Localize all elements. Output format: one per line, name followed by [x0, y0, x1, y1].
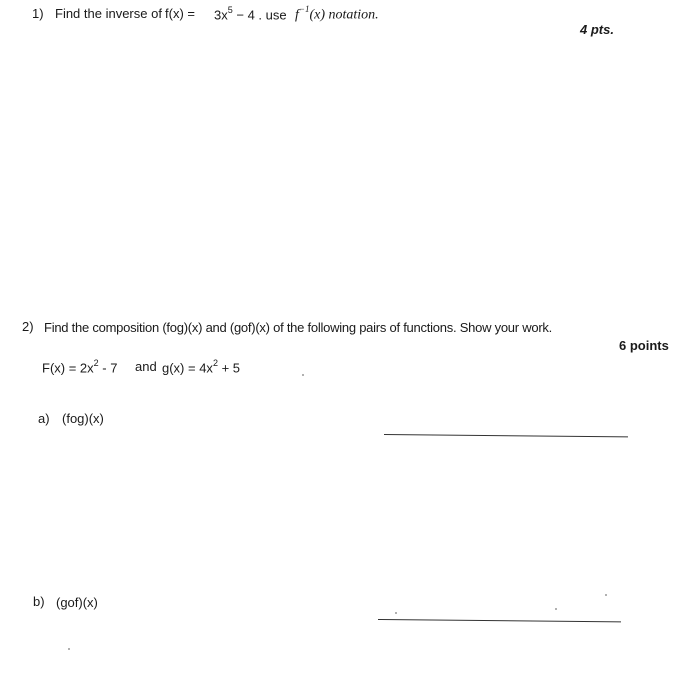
q2-g-tail: + 5 [217, 360, 240, 376]
q1-number: 1) [32, 6, 44, 21]
part-b-expression: (gof)(x) [56, 595, 98, 610]
scan-speck [68, 648, 70, 650]
q2-text: Find the composition (fog)(x) and (gof)(x) of the following pairs of functions. Show your work. [44, 320, 553, 335]
q2-F-tail: - 7 [98, 360, 118, 376]
q1-expr-base: 3x [214, 7, 228, 23]
q1-expr-exponent: 5 [227, 5, 233, 15]
q2-function-F [42, 359, 117, 375]
scan-speck [555, 608, 557, 610]
scan-speck [302, 374, 304, 376]
q1-points: 4 pts. [580, 22, 614, 37]
q2-and-word: and [135, 359, 157, 374]
scan-speck [605, 594, 607, 596]
scan-speck [395, 612, 397, 614]
q1-notation-f: f [295, 7, 299, 23]
q1-expr-tail: − 4 . use [236, 7, 287, 23]
q2-number: 2) [22, 319, 34, 334]
q2-F-exponent: 2 [93, 358, 99, 368]
part-a-expression: (fog)(x) [62, 411, 104, 426]
q2-g-label: g(x) = 4x [162, 360, 213, 376]
part-b-label: b) [33, 594, 45, 609]
q2-F-label: F(x) = 2x [42, 360, 94, 376]
part-a-label: a) [38, 411, 50, 426]
q1-notation-tail: (x) notation. [309, 7, 379, 23]
part-a-answer-line[interactable] [384, 434, 628, 437]
q2-points: 6 points [619, 338, 669, 353]
part-b-answer-line[interactable] [378, 619, 621, 622]
q2-g-exponent: 2 [212, 358, 218, 368]
q1-notation-exponent: −1 [298, 4, 310, 14]
q2-function-g [162, 359, 240, 375]
q1-text: Find the inverse of [55, 6, 162, 21]
q1-expression [214, 6, 287, 22]
q1-fx-label: f(x) = [165, 6, 195, 21]
q1-inverse-notation [295, 5, 379, 24]
